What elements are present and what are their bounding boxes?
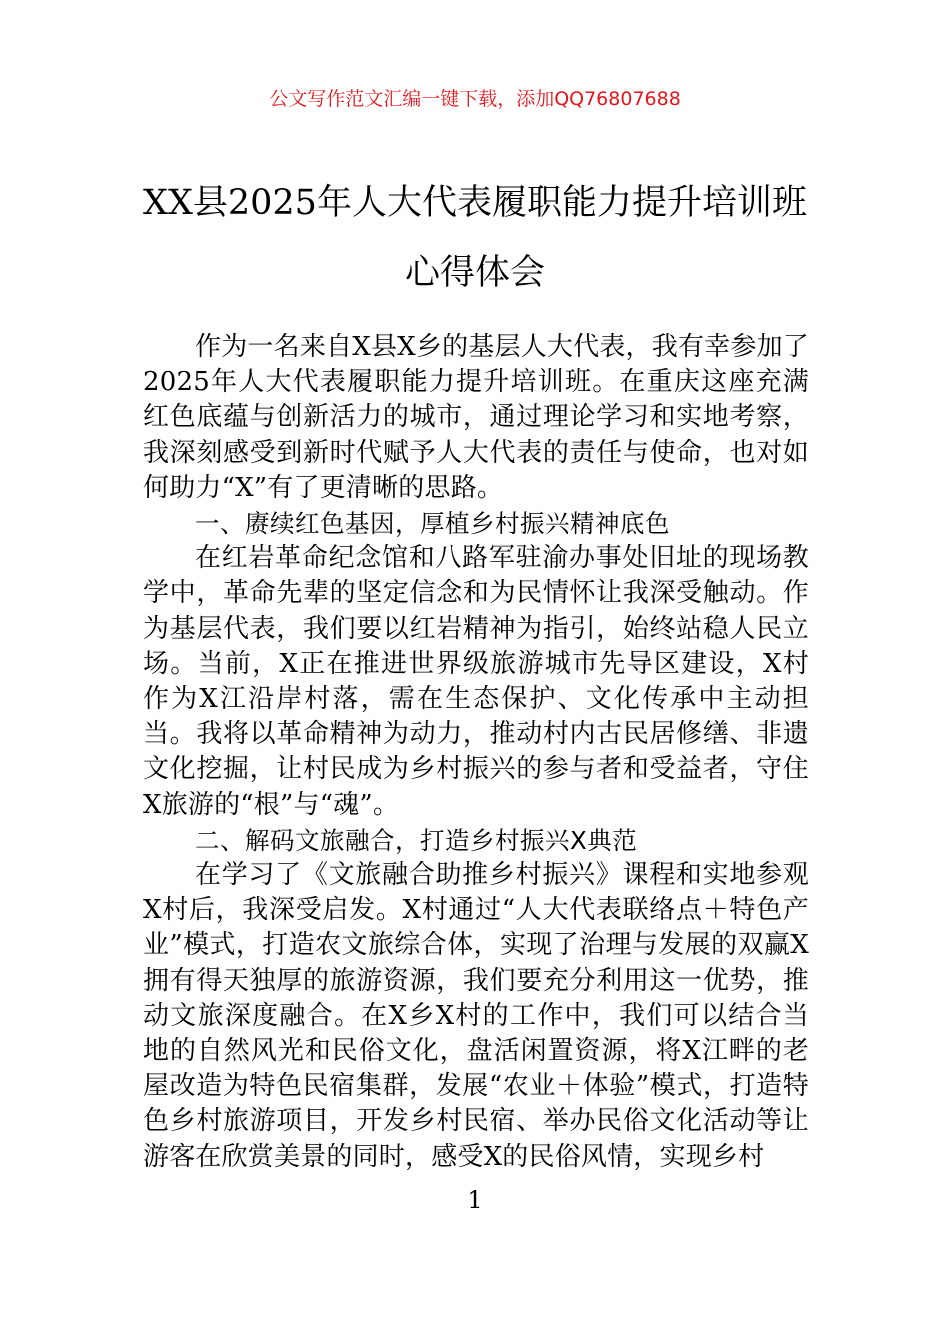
section-heading-1: 一、赓续红色基因，厚植乡村振兴精神底色 — [195, 509, 670, 539]
paragraph-intro: 作为一名来自X县X乡的基层人大代表，我有幸参加了2025年人大代表履职能力提升培训班。在重庆这座充满红色底蕴与创新活力的城市，通过理论学习和实地考察，我深刻感受到新时代赋予人大代表的责任与使命，也对如何助力“X”有了更清晰的思路。 — [143, 332, 809, 503]
download-banner: 公文写作范文汇编一键下载，添加QQ76807688 — [269, 88, 681, 110]
document-body — [143, 330, 809, 1175]
page-number: 1 — [467, 1186, 483, 1214]
paragraph-section-1: 在红岩革命纪念馆和八路军驻渝办事处旧址的现场教学中，革命先辈的坚定信念和为民情怀让我深受触动。作为基层代表，我们要以红岩精神为指引，始终站稳人民立场。当前，X正在推进世界级旅游城市先导区建设，X村作为X江沿岸村落，需在生态保护、文化传承中主动担当。我将以革命精神为动力，推动村内古民居修缮、非遗文化挖掘，让村民成为乡村振兴的参与者和受益者，守住X旅游的“根”与“魂”。 — [143, 543, 809, 820]
section-heading-2: 二、解码文旅融合，打造乡村振兴X典范 — [195, 825, 638, 855]
page-title: XX县2025年人大代表履职能力提升培训班心得体会 — [143, 183, 807, 293]
paragraph-section-2: 在学习了《文旅融合助推乡村振兴》课程和实地参观X村后，我深受启发。X村通过“人大代表联络点＋特色产业”模式，打造农文旅综合体，实现了治理与发展的双赢X拥有得天独厚的旅游资源，我们要充分利用这一优势，推动文旅深度融合。在X乡X村的工作中，我们可以结合当地的自然风光和民俗文化，盘活闲置资源，将X江畔的老屋改造为特色民宿集群，发展“农业＋体验”模式，打造特色乡村旅游项目，开发乡村民宿、举办民俗文化活动等让游客在欣赏美景的同时，感受X的民俗风情，实现乡村 — [143, 860, 809, 1172]
